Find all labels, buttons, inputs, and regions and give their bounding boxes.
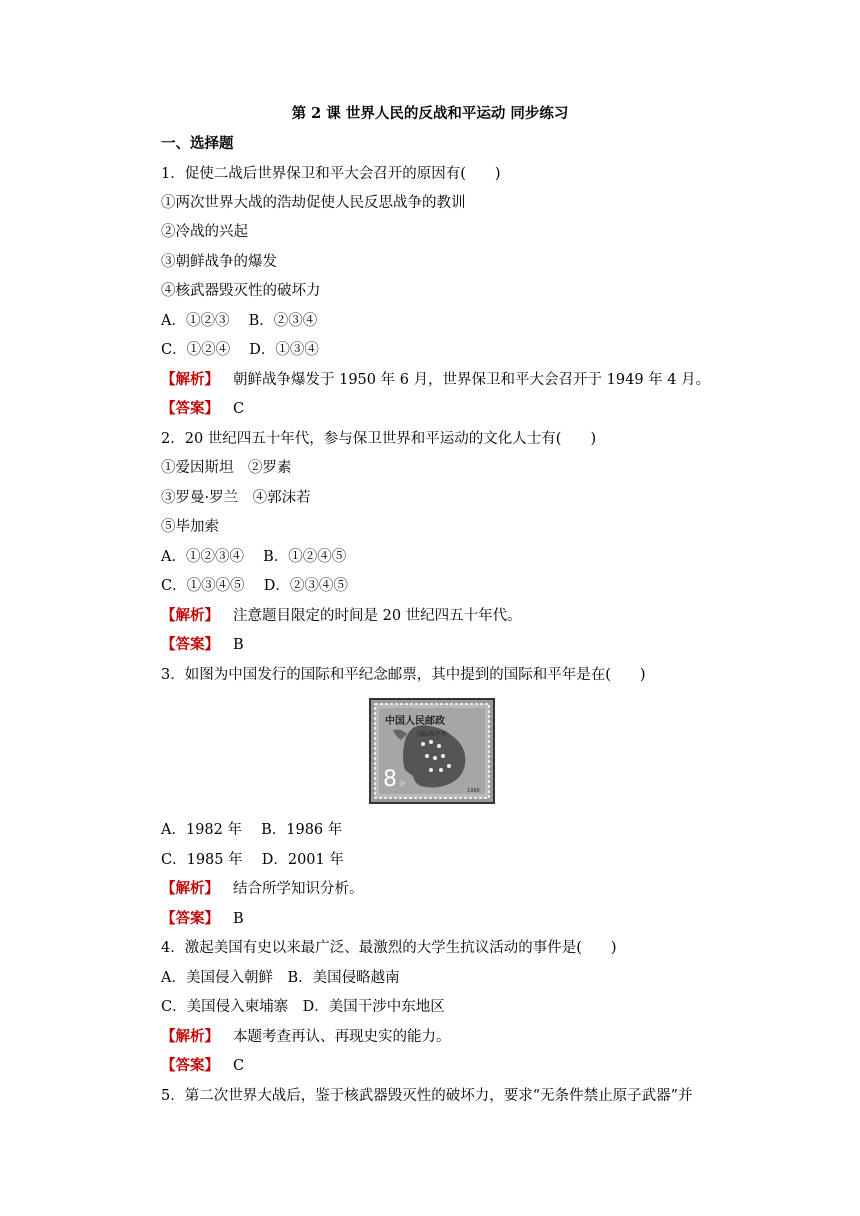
question-1-item: ②冷战的兴起 bbox=[161, 224, 248, 240]
answer-text: B bbox=[233, 637, 244, 653]
answer-text: B bbox=[233, 911, 244, 927]
stamp-subtitle: 国际和平年 bbox=[417, 731, 448, 738]
question-3-stem: 3．如图为中国发行的国际和平纪念邮票，其中提到的国际和平年是在( ) bbox=[161, 667, 646, 683]
question-2-answer bbox=[161, 635, 244, 655]
question-2-options: C．①③④⑤ D．②③④⑤ bbox=[161, 578, 348, 594]
stamp-unit: 分 bbox=[399, 781, 406, 788]
question-1-item: ③朝鲜战争的爆发 bbox=[161, 254, 277, 270]
answer-tag: 【答案】 bbox=[161, 636, 219, 653]
question-1-options: A．①②③ B．②③④ bbox=[161, 313, 318, 329]
question-5-stem: 5．第二次世界大战后，鉴于核武器毁灭性的破坏力，要求“无条件禁止原子武器”并 bbox=[161, 1088, 693, 1104]
question-4-answer bbox=[161, 1056, 244, 1076]
question-2-stem: 2．20 世纪四五十年代，参与保卫世界和平运动的文化人士有( ) bbox=[161, 431, 597, 447]
analysis-text: 本题考查再认、再现史实的能力。 bbox=[233, 1029, 451, 1045]
question-1-item: ①两次世界大战的浩劫促使人民反思战争的教训 bbox=[161, 195, 466, 211]
question-4-options: C．美国侵入柬埔寨 D．美国干涉中东地区 bbox=[161, 999, 445, 1015]
analysis-tag: 【解析】 bbox=[161, 607, 219, 624]
question-1-stem: 1．促使二战后世界保卫和平大会召开的原因有( ) bbox=[161, 166, 501, 182]
question-1-options: C．①②④ D．①③④ bbox=[161, 342, 319, 358]
answer-tag: 【答案】 bbox=[161, 400, 219, 417]
section-heading: 一、选择题 bbox=[161, 135, 234, 152]
stamp-year: 1986 bbox=[467, 788, 480, 794]
question-1-analysis bbox=[161, 370, 710, 390]
question-2-item: ③罗曼·罗兰 ④郭沫若 bbox=[161, 490, 311, 506]
peace-stamp-image bbox=[369, 698, 495, 804]
question-1-answer bbox=[161, 399, 244, 419]
stamp-value: 8 bbox=[383, 767, 397, 792]
question-4-analysis bbox=[161, 1027, 451, 1047]
question-3-options: A．1982 年 B．1986 年 bbox=[161, 822, 343, 838]
question-2-item: ①爱因斯坦 ②罗素 bbox=[161, 460, 292, 476]
question-3-options: C．1985 年 D．2001 年 bbox=[161, 852, 344, 868]
analysis-tag: 【解析】 bbox=[161, 1028, 219, 1045]
question-3-answer bbox=[161, 909, 244, 929]
analysis-text: 结合所学知识分析。 bbox=[233, 881, 364, 897]
question-4-stem: 4．激起美国有史以来最广泛、最激烈的大学生抗议活动的事件是( ) bbox=[161, 940, 617, 956]
analysis-tag: 【解析】 bbox=[161, 880, 219, 897]
question-2-item: ⑤毕加索 bbox=[161, 519, 219, 535]
stamp-country: 中国人民邮政 bbox=[385, 716, 445, 727]
question-2-options: A．①②③④ B．①②④⑤ bbox=[161, 549, 347, 565]
page-title: 第 2 课 世界人民的反战和平运动 同步练习 bbox=[291, 105, 569, 122]
peace-stamp-drawing bbox=[371, 700, 493, 802]
question-2-analysis bbox=[161, 606, 522, 626]
answer-text: C bbox=[233, 1058, 245, 1074]
analysis-text: 朝鲜战争爆发于 1950 年 6 月，世界保卫和平大会召开于 1949 年 4 月。 bbox=[233, 372, 711, 388]
analysis-text: 注意题目限定的时间是 20 世纪四五十年代。 bbox=[233, 608, 522, 624]
answer-tag: 【答案】 bbox=[161, 910, 219, 927]
answer-text: C bbox=[233, 401, 245, 417]
answer-tag: 【答案】 bbox=[161, 1057, 219, 1074]
question-4-options: A．美国侵入朝鲜 B．美国侵略越南 bbox=[161, 970, 400, 986]
question-3-analysis bbox=[161, 879, 364, 899]
question-1-item: ④核武器毁灭性的破坏力 bbox=[161, 283, 321, 299]
analysis-tag: 【解析】 bbox=[161, 371, 219, 388]
